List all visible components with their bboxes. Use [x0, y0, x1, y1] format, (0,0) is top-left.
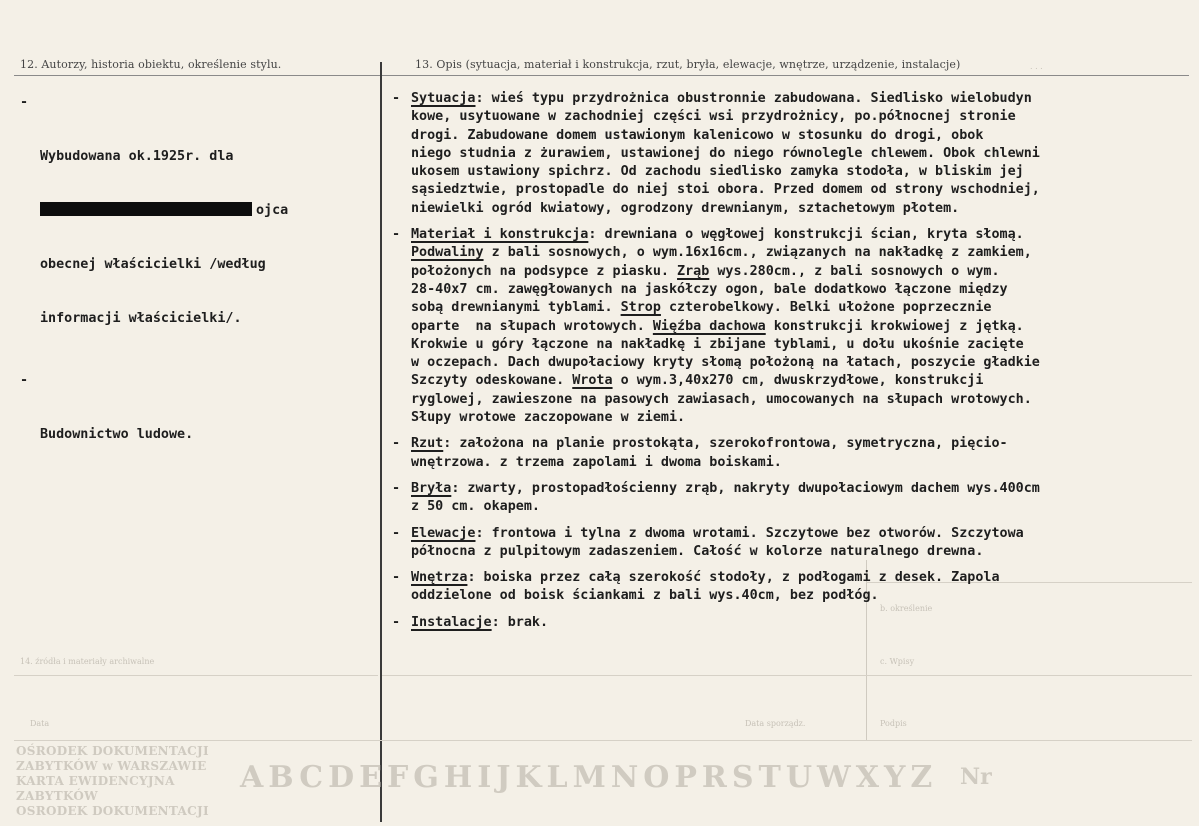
section-label: Instalacje: [411, 614, 492, 630]
section-12-header: 12. Autorzy, historia obiektu, określenie stylu.: [20, 58, 282, 71]
section-text: : zwarty, prostopadłościenny zrąb, nakryty dwupołaciowym dachem wys.400cm: [451, 480, 1040, 496]
faint-print: Data sporządz.: [745, 719, 806, 728]
stamp-line: ZABYTKÓW w WARSZAWIE: [16, 759, 207, 773]
section-text: : boiska przez całą szerokość stodoły, z podłogami z desek. Zapola: [467, 570, 1000, 586]
section-line: [411, 90, 1197, 108]
left-line: Budownictwo ludowe.: [40, 427, 194, 442]
section-text: : brak.: [491, 614, 549, 630]
section-label: Materiał i konstrukcja: [411, 227, 589, 243]
faint-print: 14. źródła i materiały archiwalne: [20, 657, 155, 666]
faint-rule-2: [382, 675, 1192, 676]
item-dash: -: [20, 373, 29, 388]
underlined-term: Strop: [620, 300, 661, 316]
item-dash: -: [20, 95, 29, 110]
section-line: północna z pulpitowym zadaszeniem. Całość w kolorze naturalnego drewna.: [411, 543, 984, 559]
section-line: oparte na słupach wrotowych. Więźba dachowa konstrukcji krokwiowej z jętką.: [411, 318, 1024, 334]
item-dash: -: [392, 614, 401, 630]
faint-rule-3: [14, 740, 1192, 741]
institution-stamp: [16, 744, 236, 819]
left-line: informacji właścicielki/.: [40, 311, 242, 326]
section-13-content: [392, 90, 1197, 640]
section-line: wnętrzowa. z trzema zapolami i dwoma boiskami.: [411, 454, 782, 470]
section-line: w oczepach. Dach dwupołaciowy kryty słomą położoną na łatach, poszycie gładkie: [411, 355, 1040, 371]
section-line: kowe, usytuowane w zachodniej części wsi przydrożnicy, po.północnej stronie: [411, 109, 1016, 125]
section-elewacje: [392, 525, 1197, 562]
section-line: Krokwie u góry łączone na nakładkę i zbijane tyblami, u dołu ukośnie zacięte: [411, 336, 1024, 352]
section-line: [411, 525, 1197, 543]
section-line: Podwaliny z bali sosnowych, o wym.16x16cm., związanych na nakładkę z zamkiem,: [411, 245, 1032, 261]
section-label: Bryła: [411, 480, 452, 496]
section-line: oddzielone od boisk ściankami z bali wys.40cm, bez podłóg.: [411, 588, 879, 604]
stamp-line: OSRODEK DOKUMENTACJI: [16, 804, 209, 818]
section-line: [411, 480, 1197, 498]
item-dash: -: [392, 480, 401, 496]
section-line: sąsiedztwie, prostopadle do niej stoi obora. Przed domem od strony wschodniej,: [411, 182, 1040, 198]
section-line: sobą drewnianymi tyblami. Strop czterobelkowy. Belki ułożone poprzecznie: [411, 300, 992, 316]
index-number-label: Nr: [960, 764, 992, 790]
left-line: Wybudowana ok.1925r. dla: [40, 149, 234, 164]
section-line: ryglowej, zawieszone na pasowych zawiasach, umocowanych na słupach wrotowych.: [411, 391, 1032, 407]
section-line: Szczyty odeskowane. Wrota o wym.3,40x270 cm, dwuskrzydłowe, konstrukcji: [411, 373, 984, 389]
faint-print: c. Wpisy: [880, 657, 915, 666]
left-line: obecnej właścicielki /według: [40, 257, 266, 272]
left-item: [20, 94, 370, 364]
section-12-content: [20, 94, 370, 488]
section-line: Słupy wrotowe zaczopowane w ziemi.: [411, 410, 686, 426]
section-label: Wnętrza: [411, 570, 468, 586]
section-line: drogi. Zabudowane domem ustawionym kalenicowo w stosunku do drogi, obok: [411, 127, 984, 143]
section-13-header: 13. Opis (sytuacja, materiał i konstrukcja, rzut, bryła, elewacje, wnętrze, urządzenie, instalacje): [415, 58, 961, 71]
faint-rule-1: [14, 675, 378, 676]
left-item: [20, 372, 370, 480]
section-bryła: [392, 480, 1197, 517]
redaction-bar: [40, 202, 252, 216]
item-dash: -: [392, 570, 401, 586]
faint-print: Podpis: [880, 719, 907, 728]
underlined-term: Wrota: [572, 373, 613, 389]
left-line-redacted: [40, 202, 370, 220]
section-label: Sytuacja: [411, 91, 476, 106]
section-instalacje: [392, 614, 1197, 632]
section-text: : drewniana o węgłowej konstrukcji ścian, kryta słomą.: [588, 227, 1024, 243]
faint-print: b. określenie: [880, 604, 933, 613]
section-rzut: [392, 435, 1197, 472]
section-text: : frontowa i tylna z dwoma wrotami. Szczytowe bez otworów. Szczytowa: [475, 525, 1024, 541]
section-line: 28-40x7 cm. zawęgłowanych na jaskółczy ogon, bale dodatkowo łączone między: [411, 281, 1008, 297]
column-divider: [380, 62, 382, 822]
section-wnętrza: [392, 569, 1197, 606]
section-line: [411, 569, 1197, 587]
faint-print: Data: [30, 719, 50, 728]
section-text: : wieś typu przydrożnica obustronnie zabudowana. Siedlisko wielobudyn: [475, 91, 1032, 106]
section-line: [411, 226, 1197, 244]
index-alphabet: ABCDEFGHIJKLMNOPRSTUWXYZ: [240, 760, 938, 795]
section-materiał-i-konstrukcja: [392, 226, 1197, 427]
faint-print: . . .: [1030, 62, 1043, 71]
section-line: położonych na podsypce z piasku. Zrąb wys.280cm., z bali sosnowych o wym.: [411, 263, 1000, 279]
section-line: niewielki ogród kwiatowy, ogrodzony drewnianym, sztachetowym płotem.: [411, 200, 960, 216]
section-line: [411, 614, 1197, 632]
underlined-term: Zrąb: [677, 263, 710, 279]
section-line: niego studnia z żurawiem, ustawionej do niego równolegle chlewem. Obok chlewni: [411, 145, 1040, 161]
section-sytuacja: [392, 90, 1197, 218]
section-line: ukosem ustawiony spichrz. Od zachodu siedlisko zamyka stodoła, w bliskim jej: [411, 164, 1024, 180]
section-label: Rzut: [411, 436, 444, 452]
section-line: z 50 cm. okapem.: [411, 499, 540, 515]
header-rule: [14, 75, 1189, 76]
item-dash: -: [392, 227, 401, 243]
item-dash: -: [392, 525, 401, 541]
underlined-term: Podwaliny: [411, 245, 484, 261]
item-dash: -: [392, 436, 401, 452]
item-dash: -: [392, 91, 401, 106]
section-line: [411, 435, 1197, 453]
underlined-term: Więźba dachowa: [652, 318, 766, 334]
stamp-line: OŚRODEK DOKUMENTACJI: [16, 744, 209, 758]
stamp-line: KARTA EWIDENCYJNA ZABYTKÓW: [16, 774, 175, 803]
left-line-tail: ojca: [256, 203, 289, 218]
section-text: : założona na planie prostokąta, szerokofrontowa, symetryczna, pięcio-: [443, 436, 1008, 452]
section-label: Elewacje: [411, 525, 476, 541]
